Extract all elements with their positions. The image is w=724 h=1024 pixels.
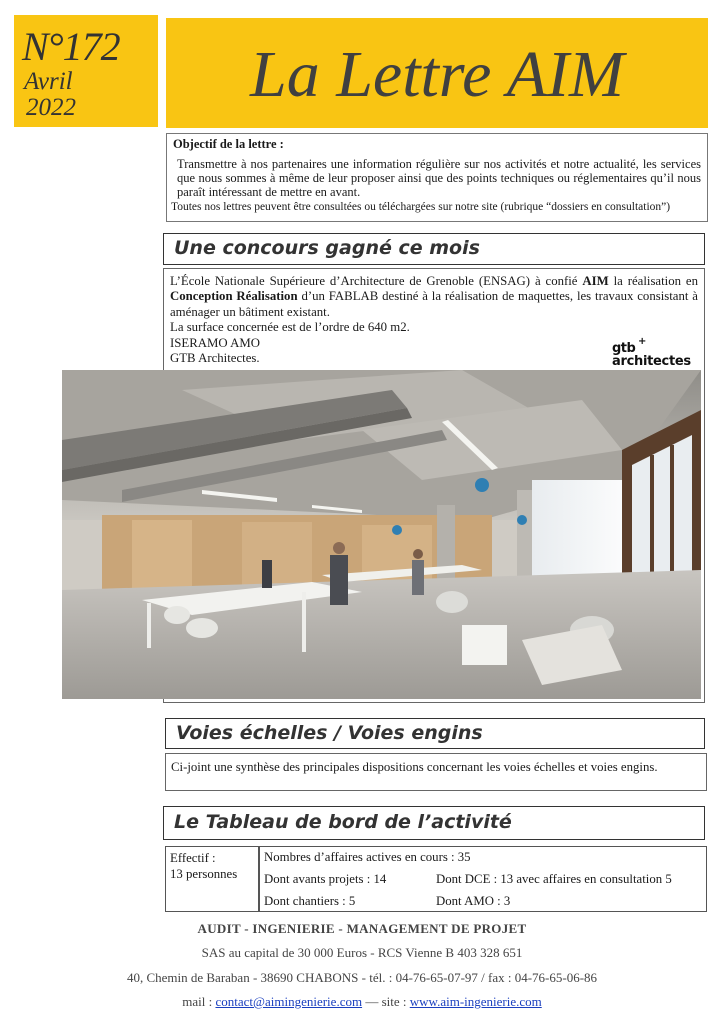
ladders-body: Ci-joint une synthèse des principales dispositions concernant les voies échelles et voies engins. (165, 753, 707, 791)
footer-address: 40, Chemin de Baraban - 38690 CHABONS - tél. : 04-76-65-07-97 / fax : 04-76-65-06-86 (126, 970, 598, 985)
issue-month: Avril (24, 68, 73, 95)
issue-year: 2022 (26, 94, 76, 121)
amo-count: Dont AMO : 3 (436, 894, 511, 908)
site-label: — site : (362, 994, 410, 1009)
staff-label: Effectif : (170, 851, 216, 865)
footer-company: SAS au capital de 30 000 Euros - RCS Vienne B 403 328 651 (201, 945, 523, 960)
contest-text-a: L’École Nationale Supérieure d’Architecture de Grenoble (ENSAG) à confié (170, 274, 583, 288)
activity-cell (259, 846, 707, 912)
logo-text-gtb: gtb (612, 341, 636, 356)
mail-label: mail : (182, 994, 216, 1009)
contest-amo: ISERAMO AMO (170, 335, 260, 350)
sites-count: Dont chantiers : 5 (264, 894, 356, 908)
contest-text-aim: AIM (582, 274, 609, 288)
issue-number: N°172 (22, 24, 120, 69)
staff-cell (165, 846, 259, 912)
footer-tagline: AUDIT - INGENIERIE - MANAGEMENT DE PROJET (197, 921, 527, 936)
section-title-contest: Une concours gagné ce mois (163, 233, 705, 265)
logo-plus: + (638, 336, 647, 347)
title-banner (166, 18, 708, 128)
active-cases: Nombres d’affaires actives en cours : 35 (264, 850, 471, 864)
email-link[interactable]: contact@aimingenierie.com (215, 994, 363, 1009)
issue-box (14, 15, 158, 127)
dce-count: Dont DCE : 13 avec affaires en consultation 5 (436, 872, 672, 886)
footer-contact (0, 994, 724, 1010)
objective-heading: Objectif de la lettre : (173, 137, 284, 151)
contest-text-c: la réalisation en (608, 274, 698, 288)
contest-surface: La surface concernée est de l’ordre de 640 m2. (170, 320, 410, 335)
objective-body: Transmettre à nos partenaires une information régulière sur nos activités et notre actualité, les services que nous sommes à même de leur proposer ainsi que des points techniques ou réglementaires qu’il nous paraît intéressant de mettre en avant. (177, 157, 701, 199)
gtb-architectes-logo (612, 336, 702, 370)
contest-text-e: d’un FABLAB destiné à la réalisation de maquettes, les travaux consistant à aménager un bâtiment existant. (170, 289, 698, 319)
contest-text-conception: Conception Réalisation (170, 289, 298, 304)
objective-box (166, 133, 708, 222)
contest-architect: GTB Architectes. (170, 351, 260, 366)
newsletter-title: La Lettre AIM (250, 38, 624, 111)
section-title-ladders: Voies échelles / Voies engins (165, 718, 705, 749)
objective-note: Toutes nos lettres peuvent être consultées ou téléchargées sur notre site (rubrique “dossiers en consultation”) (171, 201, 671, 213)
section-title-dashboard: Le Tableau de bord de l’activité (163, 806, 705, 840)
staff-value: 13 personnes (170, 867, 238, 881)
contest-paragraph (170, 274, 698, 320)
logo-text-architectes: architectes (612, 354, 691, 369)
website-link[interactable]: www.aim-ingenierie.com (409, 994, 542, 1009)
pre-projects: Dont avants projets : 14 (264, 872, 387, 886)
fablab-render-image (62, 370, 701, 699)
